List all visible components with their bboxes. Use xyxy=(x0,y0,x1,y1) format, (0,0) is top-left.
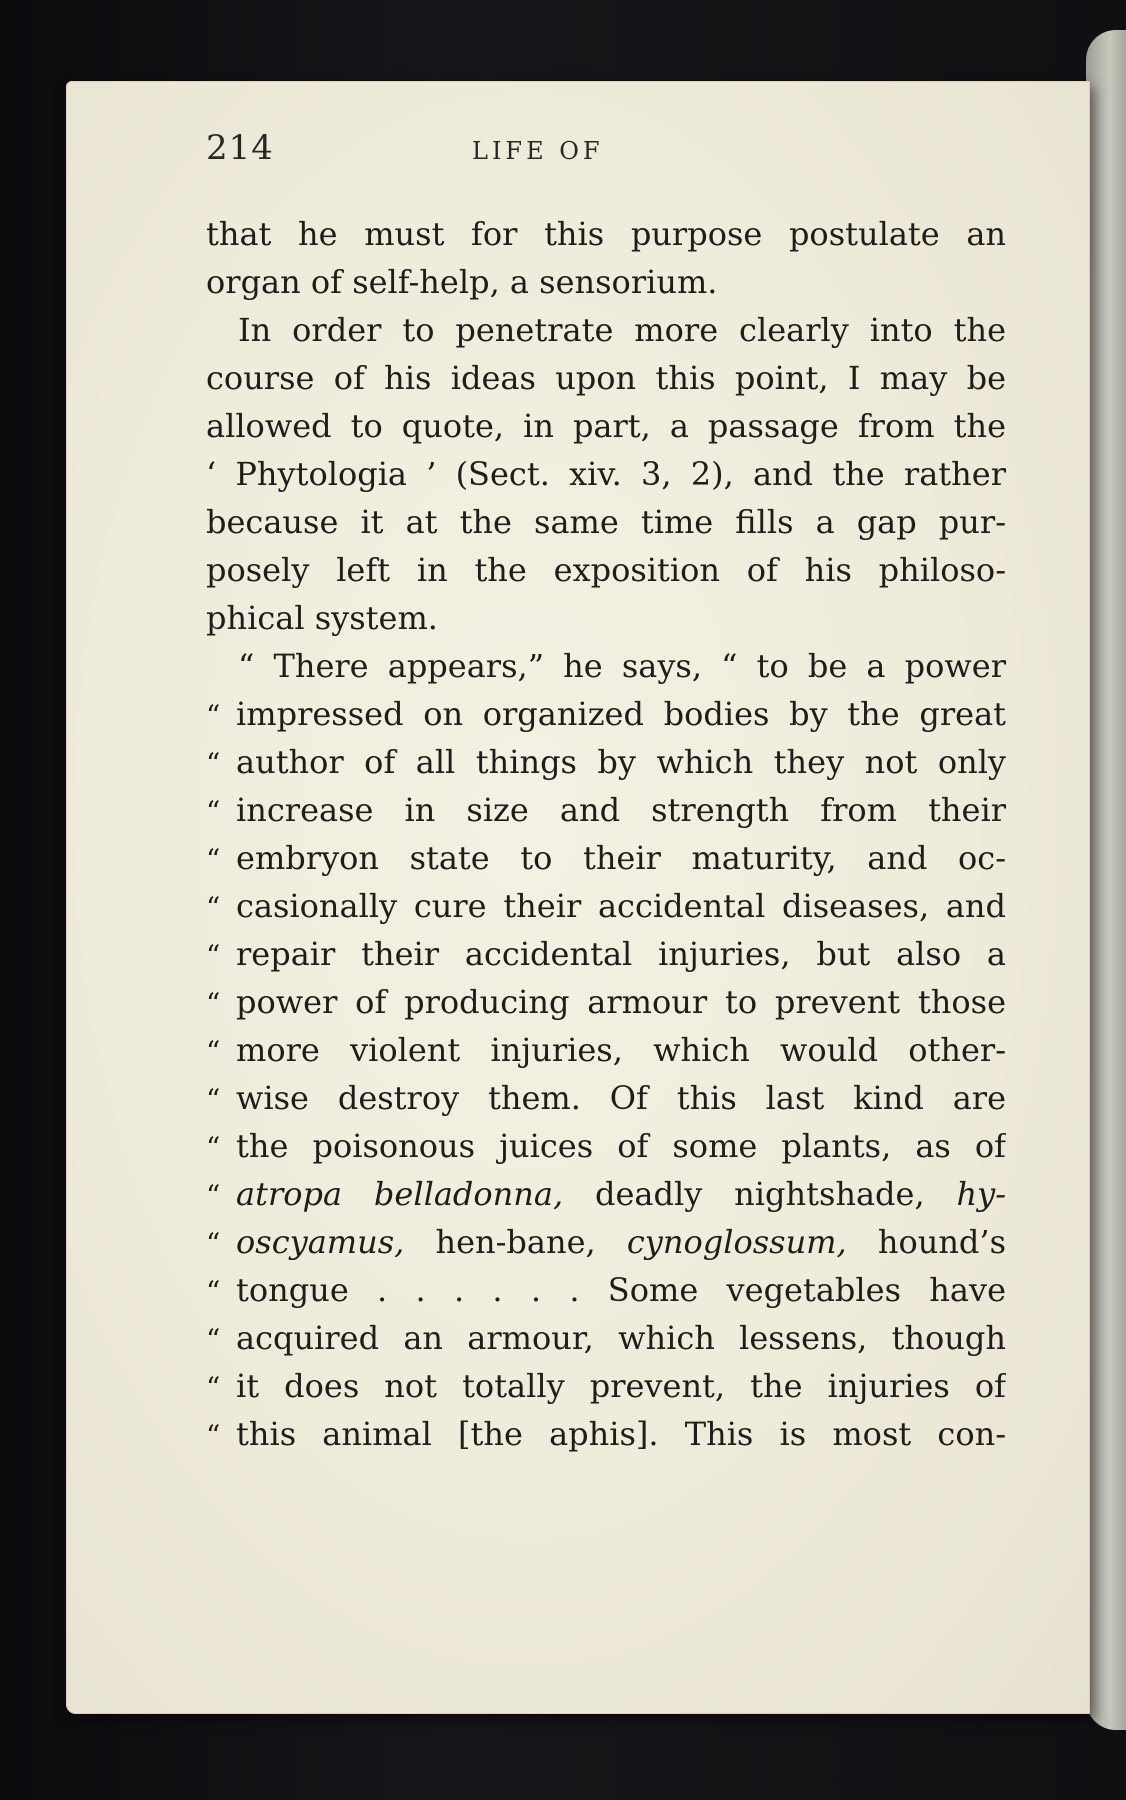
text-line xyxy=(206,930,1006,978)
opening-quote-mark: “ xyxy=(206,699,221,732)
running-head: LIFE OF xyxy=(472,137,604,165)
text-line xyxy=(206,1266,1006,1314)
text-line xyxy=(206,498,1006,546)
text-line xyxy=(206,786,1006,834)
text-line xyxy=(206,690,1006,738)
line-text: tongue . . . . . . Some vegetables have xyxy=(236,1271,1006,1309)
text-line xyxy=(238,642,1006,690)
text-line xyxy=(206,1026,1006,1074)
line-text: hound’s xyxy=(846,1223,1006,1261)
text-line xyxy=(206,450,1006,498)
line-text: course of his ideas upon this point, I may be xyxy=(206,359,1006,397)
line-text: wise destroy them. Of this last kind are xyxy=(236,1079,1006,1117)
text-line xyxy=(206,210,1006,258)
line-text: acquired an armour, which lessens, though xyxy=(236,1319,1006,1357)
opening-quote-mark: “ xyxy=(206,1083,221,1116)
opening-quote-mark: “ xyxy=(206,1371,221,1404)
line-text: because it at the same time fills a gap pur- xyxy=(206,503,1006,541)
text-line xyxy=(206,978,1006,1026)
body-text xyxy=(206,210,1006,1610)
opening-quote-mark: “ xyxy=(206,987,221,1020)
line-text: ‘ Phytologia ’ (Sect. xiv. 3, 2), and the rather xyxy=(206,455,1006,493)
opening-quote-mark: “ xyxy=(206,1035,221,1068)
line-text: allowed to quote, in part, a passage from the xyxy=(206,407,1006,445)
text-line xyxy=(238,306,1006,354)
italic-text: oscyamus, xyxy=(236,1223,405,1261)
opening-quote-mark: “ xyxy=(206,1131,221,1164)
line-text: that he must for this purpose postulate an xyxy=(206,215,1006,253)
text-line xyxy=(206,354,1006,402)
text-line xyxy=(206,1122,1006,1170)
line-text: repair their accidental injuries, but also a xyxy=(236,935,1006,973)
line-text: casionally cure their accidental diseases, and xyxy=(236,887,1006,925)
opening-quote-mark: “ xyxy=(206,1419,221,1452)
italic-text: atropa belladonna, xyxy=(236,1175,564,1213)
page-number: 214 xyxy=(206,128,274,168)
opening-quote-mark: “ xyxy=(206,891,221,924)
text-line xyxy=(206,1074,1006,1122)
text-line xyxy=(206,834,1006,882)
page-header xyxy=(206,128,1006,188)
opening-quote-mark: “ xyxy=(206,1179,221,1212)
line-text: “ There appears,” he says, “ to be a power xyxy=(238,647,1006,685)
italic-text: cynoglossum, xyxy=(626,1223,847,1261)
line-text: deadly nightshade, xyxy=(563,1175,957,1213)
opening-quote-mark: “ xyxy=(206,1275,221,1308)
opening-quote-mark: “ xyxy=(206,795,221,828)
opening-quote-mark: “ xyxy=(206,1323,221,1356)
line-text: power of producing armour to prevent those xyxy=(236,983,1006,1021)
line-text: phical system. xyxy=(206,599,438,637)
opening-quote-mark: “ xyxy=(206,939,221,972)
text-line xyxy=(206,594,1006,642)
text-line xyxy=(206,1314,1006,1362)
text-line xyxy=(206,1218,1006,1266)
opening-quote-mark: “ xyxy=(206,747,221,780)
italic-text: hy- xyxy=(956,1175,1006,1213)
adjacent-page-edge xyxy=(1086,30,1126,1730)
text-line xyxy=(206,738,1006,786)
text-line xyxy=(206,1170,1006,1218)
line-text: posely left in the exposition of his philoso- xyxy=(206,551,1006,589)
text-line xyxy=(206,882,1006,930)
text-line xyxy=(206,402,1006,450)
line-text: this animal [the aphis]. This is most con- xyxy=(236,1415,1006,1453)
line-text: hen-bane, xyxy=(404,1223,627,1261)
line-text: embryon state to their maturity, and oc- xyxy=(236,839,1006,877)
opening-quote-mark: “ xyxy=(206,843,221,876)
line-text: author of all things by which they not only xyxy=(236,743,1006,781)
line-text: it does not totally prevent, the injuries of xyxy=(236,1367,1006,1405)
line-text: organ of self-help, a sensorium. xyxy=(206,263,718,301)
line-text: increase in size and strength from their xyxy=(236,791,1006,829)
line-text: impressed on organized bodies by the great xyxy=(236,695,1006,733)
text-line xyxy=(206,546,1006,594)
line-text: In order to penetrate more clearly into the xyxy=(238,311,1006,349)
opening-quote-mark: “ xyxy=(206,1227,221,1260)
line-text: more violent injuries, which would other- xyxy=(236,1031,1006,1069)
text-line xyxy=(206,1410,1006,1458)
text-line xyxy=(206,258,1006,306)
line-text: the poisonous juices of some plants, as of xyxy=(236,1127,1006,1165)
text-line xyxy=(206,1362,1006,1410)
